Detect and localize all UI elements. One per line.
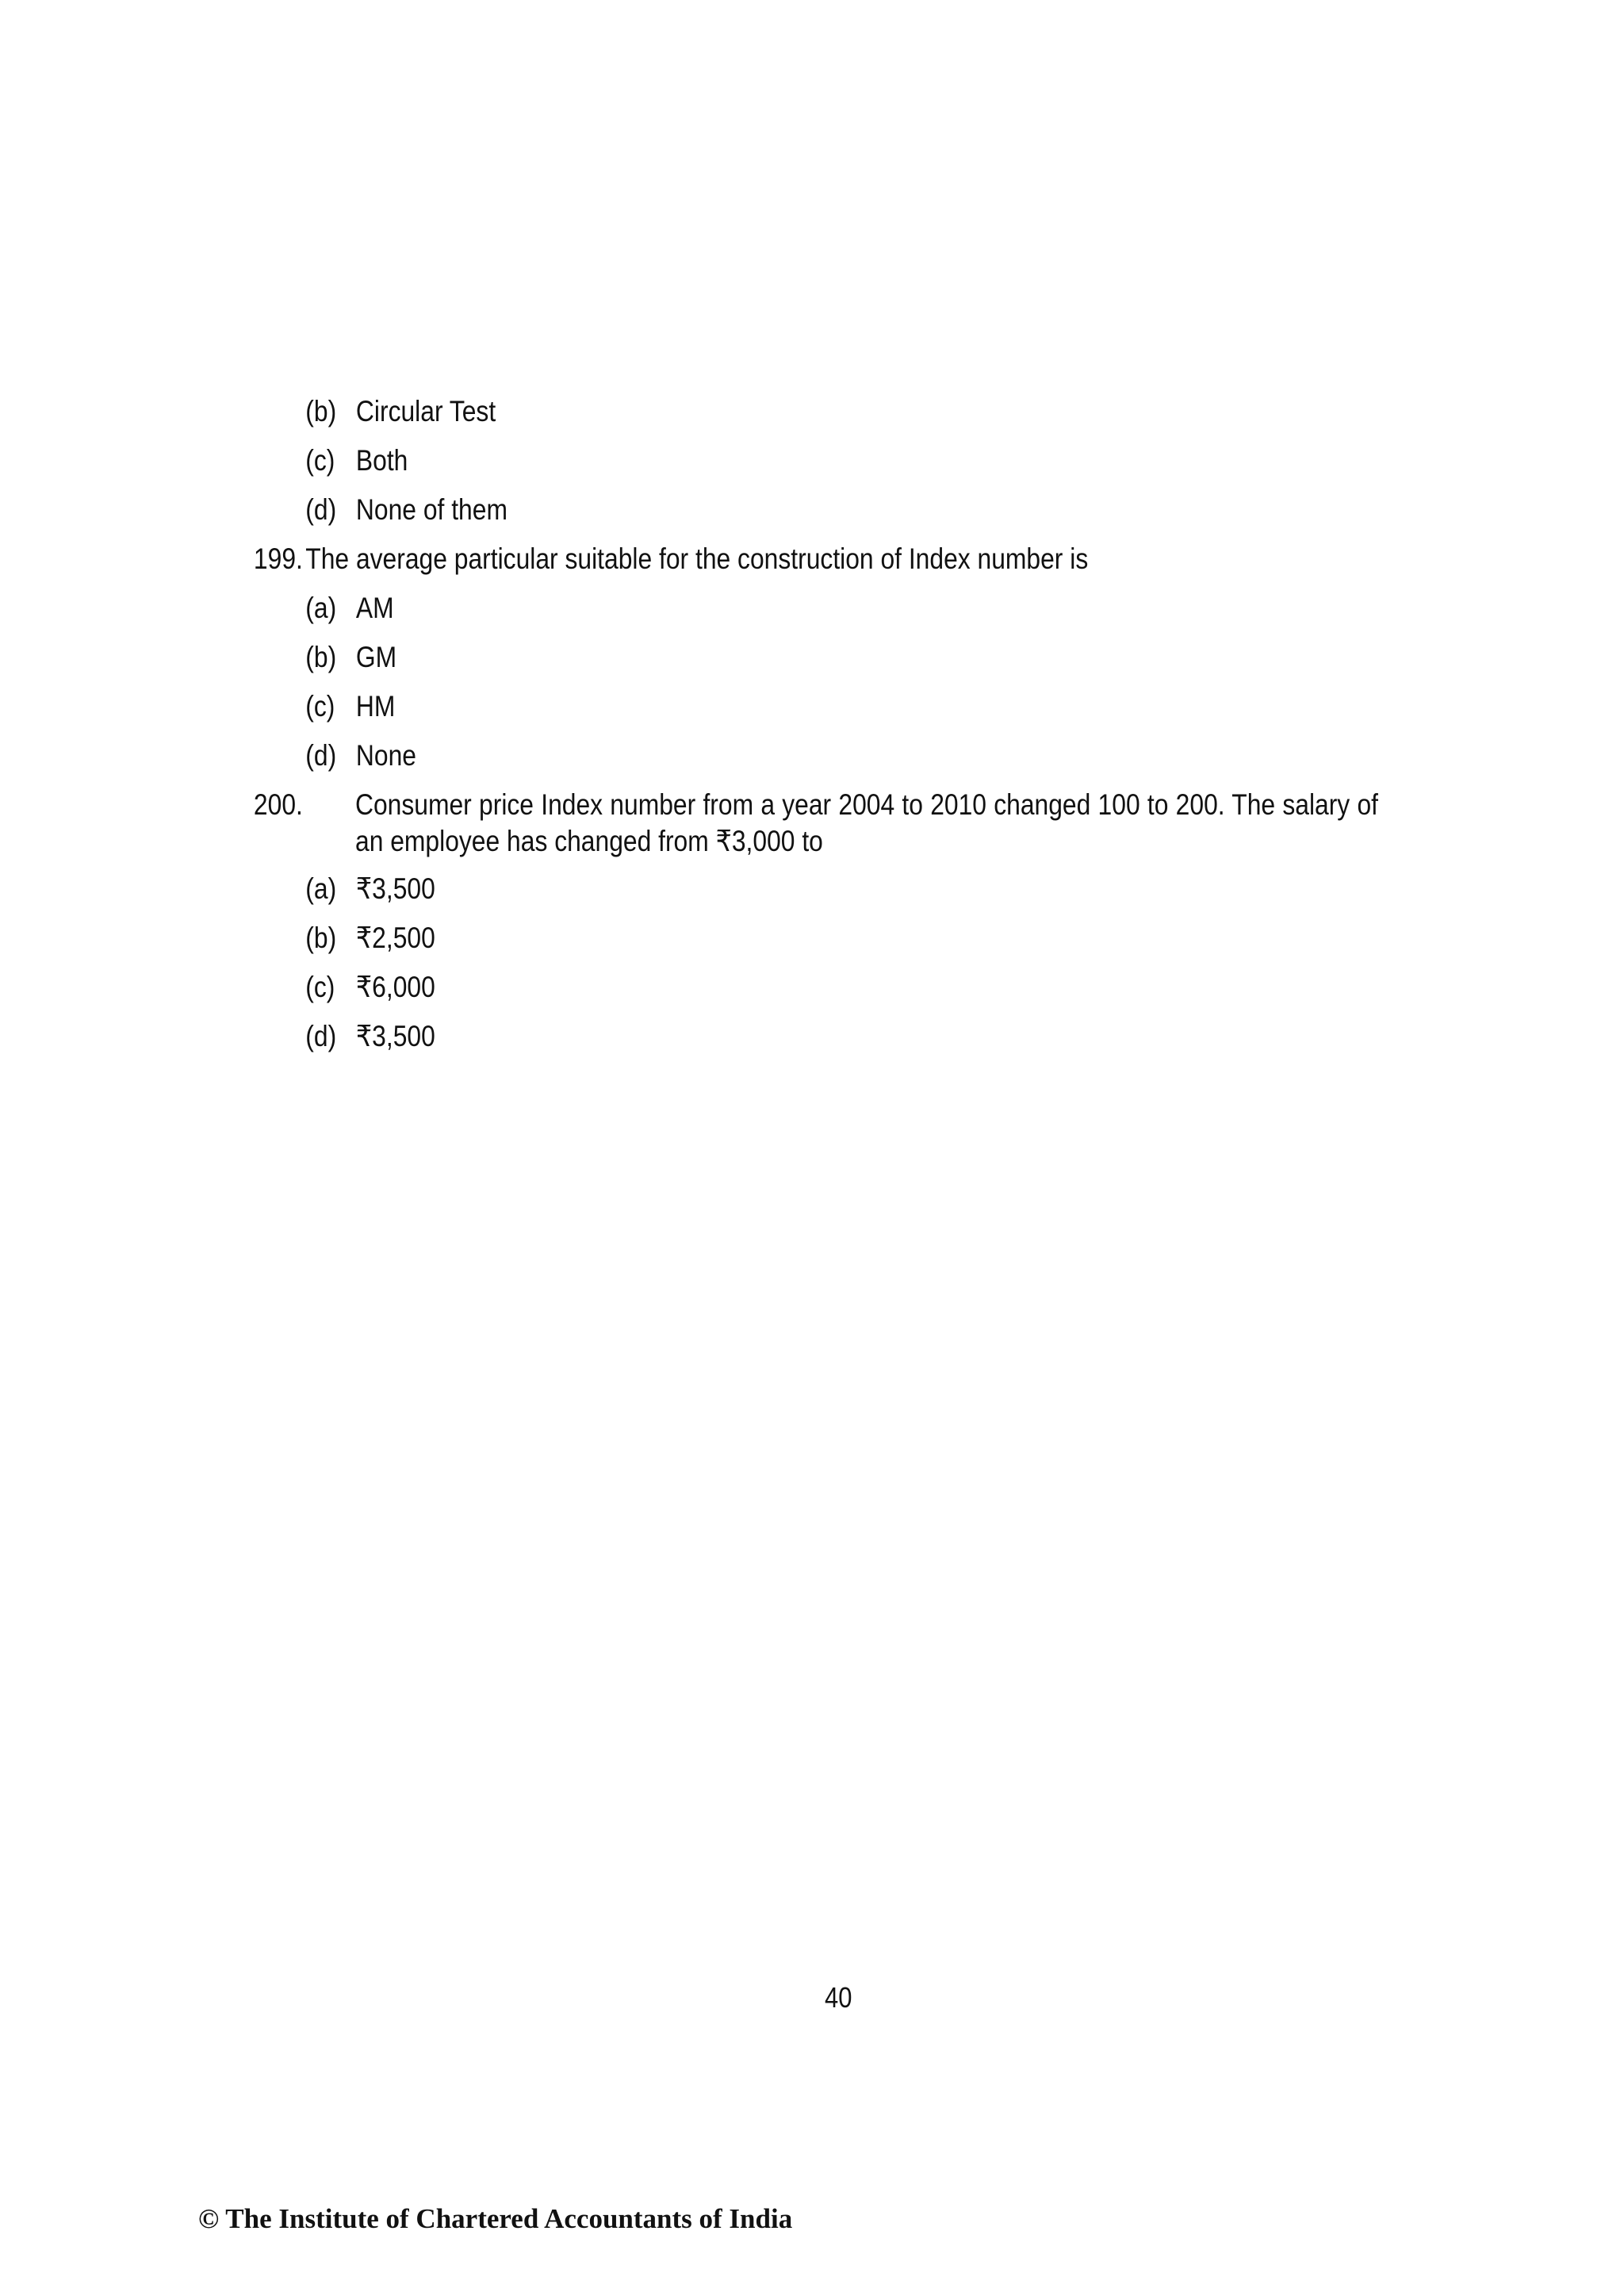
option-text: GM (355, 641, 397, 673)
option-text: HM (355, 690, 396, 723)
question-text-line: Consumer price Index number from a year 2004 to 2010 changed 100 to 200. The salary of (355, 788, 1378, 821)
question-number: 199. (253, 542, 303, 575)
option-label: (b) (305, 395, 337, 427)
option-label: (c) (305, 690, 335, 723)
option-text: ₹3,500 (355, 872, 435, 905)
option-label: (c) (305, 444, 335, 477)
option-text: ₹2,500 (355, 922, 435, 954)
option-label: (b) (305, 641, 337, 673)
option-text: AM (355, 592, 394, 624)
option-text: Circular Test (355, 395, 496, 427)
option-label: (b) (305, 922, 337, 954)
option-text: ₹3,500 (355, 1020, 435, 1052)
question-200-text (355, 787, 1378, 860)
option-label: (d) (305, 739, 337, 772)
page-number: 40 (825, 1981, 852, 2014)
option-label: (a) (305, 872, 337, 905)
option-text: None (355, 739, 416, 772)
option-label: (d) (305, 493, 337, 526)
option-label: (d) (305, 1020, 337, 1052)
option-label: (a) (305, 592, 337, 624)
option-text: ₹6,000 (355, 971, 435, 1003)
question-text: The average particular suitable for the construction of Index number is (305, 542, 1089, 575)
option-label: (c) (305, 971, 335, 1003)
option-text: None of them (355, 493, 508, 526)
question-text-line: an employee has changed from ₹3,000 to (355, 825, 823, 857)
question-number: 200. (253, 788, 303, 821)
option-text: Both (355, 444, 408, 477)
footer-copyright: © The Institute of Chartered Accountants of India (198, 2203, 793, 2234)
